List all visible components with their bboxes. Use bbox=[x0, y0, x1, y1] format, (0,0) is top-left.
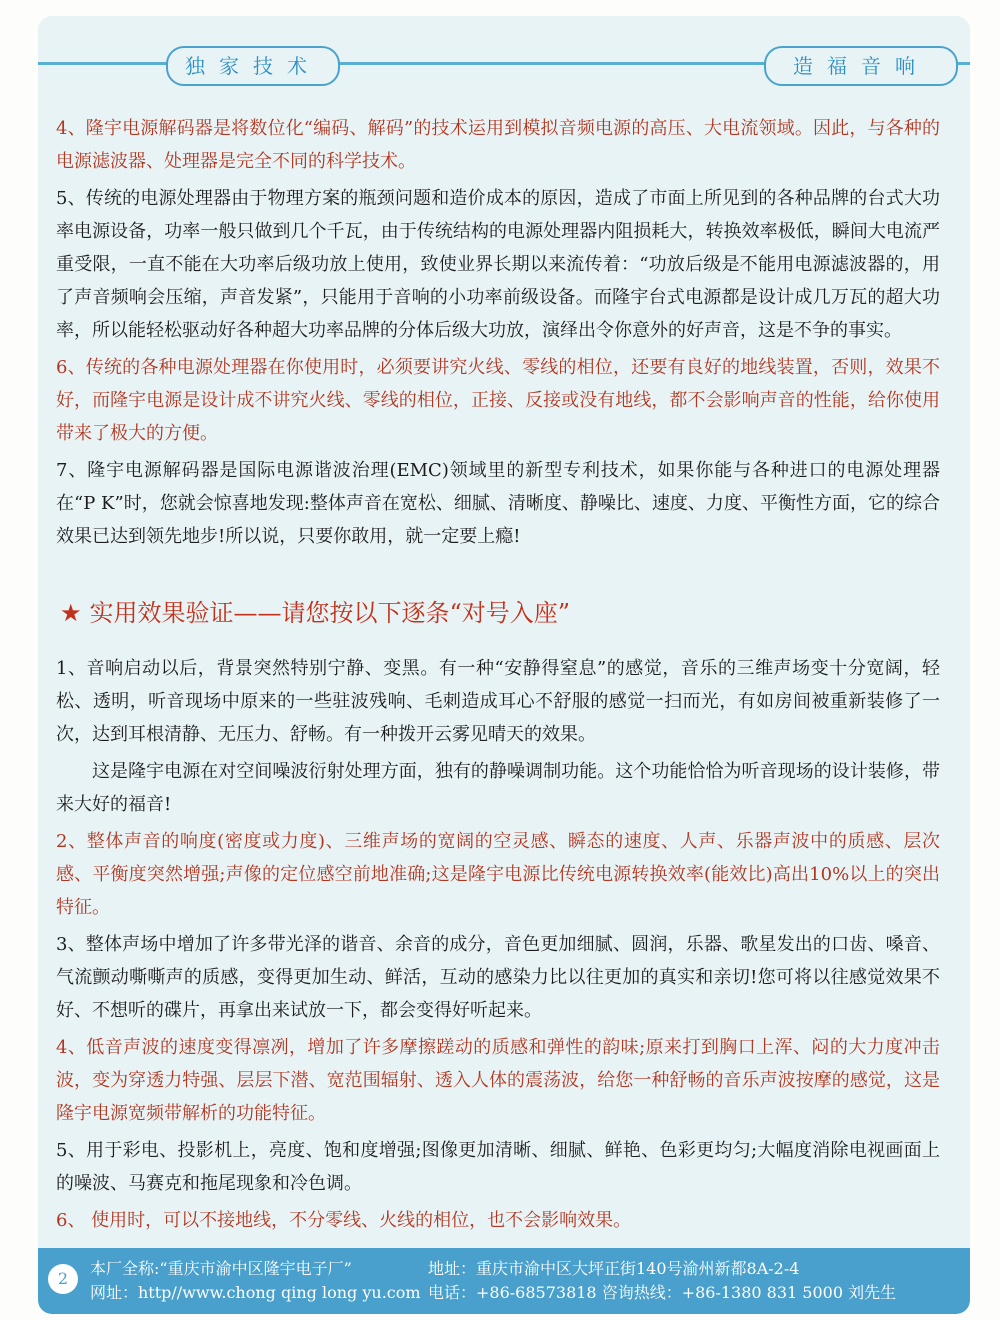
section-effects bbox=[56, 652, 940, 1237]
section-heading bbox=[60, 596, 940, 630]
footer-company: 本厂全称:“重庆市渝中区隆宇电子厂” bbox=[90, 1259, 352, 1278]
page bbox=[38, 16, 970, 1314]
paragraph: 1、音响启动以后，背景突然特别宁静、变黑。有一种“安静得窒息”的感觉，音乐的三维声场变十分宽阔，轻松、透明，听音现场中原来的一些驻波残响、毛刺造成耳心不舒服的感觉一扫而光，有如房间被重新装修了一次，达到耳根清静、无压力、舒畅。有一种拨开云雾见晴天的效果。 bbox=[56, 658, 940, 745]
header-tab-left: 独家技术 bbox=[166, 46, 340, 86]
footer-address: 地址：重庆市渝中区大坪正街140号渝州新都8A-2-4 bbox=[428, 1259, 800, 1278]
section-tech-points bbox=[56, 112, 940, 553]
paragraph: 3、整体声场中增加了许多带光泽的谐音、余音的成分，音色更加细腻、圆润，乐器、歌星发出的口齿、嗓音、气流颤动嘶嘶声的质感，变得更加生动、鲜活，互动的感染力比以往更加的真实和亲切!您可将以往感觉效果不好、不想听的碟片，再拿出来试放一下，都会变得好听起来。 bbox=[56, 934, 940, 1021]
header-tab-right: 造福音响 bbox=[764, 46, 958, 86]
footer-website[interactable]: 网址：http//www.chong qing long yu.com bbox=[90, 1283, 421, 1302]
paragraph: 5、用于彩电、投影机上，亮度、饱和度增强;图像更加清晰、细腻、鲜艳、色彩更均匀;大幅度消除电视画面上的噪波、马赛克和拖尾现象和冷色调。 bbox=[56, 1140, 940, 1194]
heading-text: 实用效果验证——请您按以下逐条“对号入座” bbox=[89, 599, 571, 627]
paragraph: 2、整体声音的响度(密度或力度)、三维声场的宽阔的空灵感、瞬态的速度、人声、乐器声波中的质感、层次感、平衡度突然增强;声像的定位感空前地准确;这是隆宇电源比传统电源转换效率(能效比)高出10%以上的突出特征。 bbox=[56, 831, 940, 918]
paragraph: 5、传统的电源处理器由于物理方案的瓶颈问题和造价成本的原因，造成了市面上所见到的各种品牌的台式大功率电源设备，功率一般只做到几个千瓦，由于传统结构的电源处理器内阻损耗大，转换效率极低，瞬间大电流严重受限，一直不能在大功率后级功放上使用，致使业界长期以来流传着：“功放后级是不能用电源滤波器的，用了声音频响会压缩，声音发紧”，只能用于音响的小功率前级设备。而隆宇台式电源都是设计成几万瓦的超大功率，所以能轻松驱动好各种超大功率品牌的分体后级大功放，演绎出令你意外的好声音，这是不争的事实。 bbox=[56, 188, 940, 341]
paragraph: 6、传统的各种电源处理器在你使用时，必须要讲究火线、零线的相位，还要有良好的地线装置，否则，效果不好，而隆宇电源是设计成不讲究火线、零线的相位，正接、反接或没有地线，都不会影响声音的性能，给你使用带来了极大的方便。 bbox=[56, 357, 940, 444]
footer-bar bbox=[38, 1248, 970, 1314]
paragraph: 7、隆宇电源解码器是国际电源谐波治理(EMC)领域里的新型专利技术，如果你能与各种进口的电源处理器在“P K”时，您就会惊喜地发现:整体声音在宽松、细腻、清晰度、静噪比、速度、力度、平衡性方面，它的综合效果已达到领先地步!所以说，只要你敢用，就一定要上瘾! bbox=[56, 460, 940, 547]
star-icon: ★ bbox=[60, 599, 82, 627]
footer-phone: 电话：+86-68573818 咨询热线：+86-1380 831 5000 刘先生 bbox=[428, 1283, 897, 1302]
paragraph: 4、低音声波的速度变得凛冽，增加了许多摩擦蹉动的质感和弹性的韵味;原来打到胸口上浑、闷的大力度冲击波，变为穿透力特强、层层下潜、宽范围辐射、透入人体的震荡波，给您一种舒畅的音乐声波按摩的感觉，这是隆宇电源宽频带解析的功能特征。 bbox=[56, 1037, 940, 1124]
paragraph: 4、隆宇电源解码器是将数位化“编码、解码”的技术运用到模拟音频电源的高压、大电流领域。因此，与各种的电源滤波器、处理器是完全不同的科学技术。 bbox=[56, 118, 940, 172]
page-number: 2 bbox=[48, 1264, 78, 1294]
paragraph: 这是隆宇电源在对空间噪波衍射处理方面，独有的静噪调制功能。这个功能恰恰为听音现场的设计装修，带来大好的福音! bbox=[56, 761, 940, 815]
paragraph: 6、 使用时，可以不接地线，不分零线、火线的相位，也不会影响效果。 bbox=[56, 1210, 632, 1231]
